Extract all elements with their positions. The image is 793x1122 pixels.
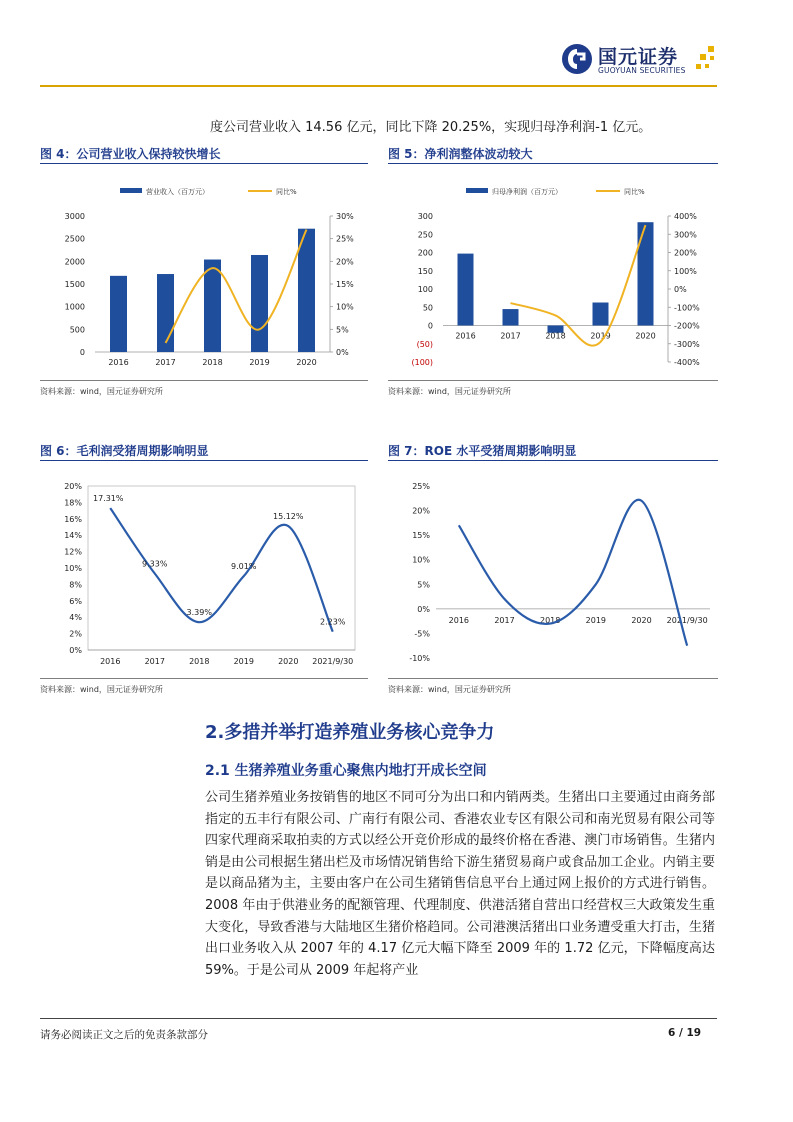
- logo-text-cn: 国元证券: [598, 46, 679, 68]
- right-tick-label: 100%: [674, 266, 697, 276]
- right-tick-label: 30%: [336, 212, 354, 221]
- data-label-2021/9/30: 2.23%: [320, 617, 346, 627]
- y-tick-label: 4%: [69, 613, 82, 623]
- fig6-source-rule: [40, 678, 368, 679]
- x-tick-label-2017: 2017: [500, 331, 521, 341]
- legend-line-label: 同比%: [624, 188, 645, 196]
- growth-line: [166, 230, 307, 343]
- left-tick-label: (50): [416, 339, 433, 349]
- x-tick-label-2019: 2019: [249, 358, 270, 367]
- left-tick-label: 0: [427, 321, 433, 331]
- fig4-source: 资料来源：wind，国元证券研究所: [40, 387, 163, 396]
- left-tick-label: 3000: [64, 212, 85, 221]
- fig7-source-rule: [388, 678, 718, 679]
- y-tick-label: 6%: [69, 596, 82, 606]
- left-tick-label: 0: [79, 348, 85, 357]
- fig4-title: 图 4：公司营业收入保持较快增长: [40, 147, 221, 161]
- legend-bar-swatch: [466, 188, 488, 193]
- right-tick-label: -100%: [674, 303, 700, 313]
- y-tick-label: 10%: [64, 564, 82, 573]
- right-tick-label: 0%: [336, 348, 349, 357]
- fig6-source: 资料来源：wind，国元证券研究所: [40, 685, 163, 694]
- x-tick-label-2019: 2019: [585, 615, 607, 625]
- bar-2016: [458, 254, 474, 326]
- page-number: 6 / 19: [668, 1027, 702, 1039]
- bar-2017: [157, 274, 174, 352]
- y-tick-label: -5%: [414, 629, 430, 639]
- y-tick-label: 12%: [64, 547, 82, 557]
- left-tick-label: 200: [417, 248, 433, 258]
- legend-line-label: 同比%: [276, 188, 297, 196]
- bar-2019: [593, 303, 609, 326]
- right-tick-label: -300%: [674, 339, 700, 349]
- left-tick-label: 1500: [64, 280, 85, 289]
- section-heading: 2.多措并举打造养殖业务核心竞争力: [205, 722, 495, 743]
- fig7-title: 图 7：ROE 水平受猪周期影响明显: [388, 444, 577, 458]
- logo-mark-icon: [562, 44, 592, 74]
- y-tick-label: 20%: [64, 482, 82, 491]
- series-line: [110, 508, 333, 632]
- y-tick-label: 0%: [417, 604, 430, 614]
- right-tick-label: 25%: [336, 234, 354, 244]
- x-tick-label-2018: 2018: [202, 358, 223, 367]
- fig7-source: 资料来源：wind，国元证券研究所: [388, 685, 511, 694]
- bar-2016: [110, 276, 127, 352]
- bar-2017: [503, 309, 519, 325]
- x-tick-label-2016: 2016: [455, 331, 476, 341]
- y-tick-label: 0%: [69, 646, 82, 655]
- right-tick-label: 400%: [674, 212, 697, 221]
- x-tick-label-2016: 2016: [448, 615, 470, 625]
- logo-squares-icon: [696, 46, 718, 74]
- data-label-2019: 9.01%: [231, 562, 257, 572]
- right-tick-label: 10%: [336, 302, 354, 312]
- series-line: [459, 500, 687, 646]
- y-tick-label: 8%: [69, 580, 82, 590]
- subsection-heading: 2.1 生猪养殖业务重心聚焦内地打开成长空间: [205, 763, 487, 779]
- data-label-2017: 9.33%: [142, 559, 168, 569]
- right-tick-label: 15%: [336, 280, 354, 289]
- x-tick-label-2020: 2020: [278, 657, 299, 666]
- fig4-source-rule: [40, 380, 368, 381]
- x-tick-label-2018: 2018: [545, 331, 566, 341]
- x-tick-label-2018: 2018: [539, 615, 561, 625]
- fig4-title-rule: [40, 163, 368, 164]
- x-tick-label-2019: 2019: [590, 331, 611, 341]
- fig5-source: 资料来源：wind，国元证券研究所: [388, 387, 511, 396]
- body-paragraph: [205, 787, 715, 981]
- y-tick-label: 25%: [412, 482, 430, 491]
- left-tick-label: 100: [417, 285, 433, 294]
- x-tick-label-2020: 2020: [296, 358, 317, 367]
- footer-divider: [40, 1018, 717, 1019]
- growth-line: [511, 225, 646, 346]
- left-tick-label: 50: [422, 303, 433, 313]
- y-tick-label: 5%: [417, 580, 430, 590]
- x-tick-label-2019: 2019: [233, 657, 254, 666]
- data-label-2018: 3.39%: [186, 608, 212, 618]
- data-label-2020: 15.12%: [272, 512, 304, 522]
- right-tick-label: 200%: [674, 248, 697, 258]
- y-tick-label: 2%: [69, 629, 82, 639]
- legend-bar-label: 归母净利润（百万元）: [492, 188, 562, 196]
- x-tick-label-2017: 2017: [155, 358, 176, 367]
- x-tick-label-2021/9/30: 2021/9/30: [666, 615, 708, 625]
- y-tick-label: 16%: [64, 514, 82, 524]
- right-tick-label: 20%: [336, 257, 354, 267]
- y-tick-label: 18%: [64, 498, 82, 508]
- x-tick-label-2017: 2017: [494, 615, 515, 625]
- body-paragraph-text: 公司生猪养殖业务按销售的地区不同可分为出口和内销两类。生猪出口主要通过由商务部指定的五丰行有限公司、广南行有限公司、香港农业专区有限公司和南光贸易有限公司等四家代理商采取拍卖的方式以经公开竞价形成的最终价格在香港、澳门市场销售。生猪内销是由公司根据生猪出栏及市场情况销售给下游生猪贸易商户或食品加工企业。内销主要是以商品猪为主，主要由客户在公司生猪销售信息平台上通过网上报价的方式进行销售。2008 年由于供港业务的配额管理、代理制度、供港活猪自营出口经营权三大政策发生重大变化，导致香港与大陆地区生猪价格趋同。公司港澳活猪出口业务遭受重大打击，生猪出口业务收入从 2007 年的 4.17 亿元大幅下降至 2009 年的 1.72 亿元，下降幅度高达 59%。于是公司从 2009 年起将产业: [205, 790, 715, 978]
- x-tick-label-2018: 2018: [189, 657, 210, 666]
- fig5-title-rule: [388, 163, 718, 164]
- x-tick-label-2017: 2017: [144, 657, 165, 666]
- legend-bar-label: 营业收入（百万元）: [146, 188, 209, 196]
- left-tick-label: 300: [417, 212, 433, 221]
- fig6-chart: [40, 466, 370, 676]
- x-tick-label-2016: 2016: [108, 358, 129, 367]
- logo-text-en: GUOYUAN SECURITIES: [598, 66, 686, 75]
- fig6-title: 图 6：毛利润受猪周期影响明显: [40, 444, 209, 458]
- header-divider: [40, 85, 717, 87]
- fig7-chart: [388, 466, 718, 676]
- bar-2018: [204, 260, 221, 352]
- right-tick-label: -400%: [674, 358, 700, 367]
- fig4-chart: [40, 168, 370, 378]
- right-tick-label: -200%: [674, 321, 700, 331]
- fig5-chart: [388, 168, 718, 378]
- x-tick-label-2016: 2016: [100, 657, 121, 666]
- data-label-2016: 17.31%: [92, 494, 124, 504]
- left-tick-label: (100): [411, 358, 433, 367]
- fig6-title-rule: [40, 460, 368, 461]
- left-tick-label: 2000: [64, 257, 85, 267]
- intro-text: 度公司营业收入 14.56 亿元，同比下降 20.25%，实现归母净利润-1 亿元。: [210, 120, 652, 135]
- x-tick-label-2021/9/30: 2021/9/30: [312, 657, 354, 666]
- company-logo: [562, 42, 762, 82]
- x-tick-label-2020: 2020: [631, 615, 652, 625]
- left-tick-label: 1000: [64, 302, 85, 312]
- y-tick-label: 20%: [412, 506, 430, 516]
- y-tick-label: -10%: [409, 654, 430, 663]
- right-tick-label: 0%: [674, 285, 687, 294]
- fig5-source-rule: [388, 380, 718, 381]
- bar-2020: [638, 222, 654, 325]
- left-tick-label: 250: [417, 230, 433, 240]
- footer-disclaimer: 请务必阅读正文之后的免责条款部分: [40, 1029, 208, 1041]
- bar-2019: [251, 255, 268, 352]
- right-tick-label: 5%: [336, 325, 349, 335]
- y-tick-label: 10%: [412, 555, 430, 565]
- fig7-title-rule: [388, 460, 718, 461]
- fig5-title: 图 5：净利润整体波动较大: [388, 147, 533, 161]
- left-tick-label: 500: [69, 325, 85, 335]
- legend-bar-swatch: [120, 188, 142, 193]
- plot-frame: [88, 486, 355, 650]
- left-tick-label: 2500: [64, 234, 85, 244]
- y-tick-label: 14%: [64, 531, 82, 541]
- right-tick-label: 300%: [674, 230, 697, 240]
- x-tick-label-2020: 2020: [635, 331, 656, 341]
- left-tick-label: 150: [417, 266, 433, 276]
- y-tick-label: 15%: [412, 531, 430, 541]
